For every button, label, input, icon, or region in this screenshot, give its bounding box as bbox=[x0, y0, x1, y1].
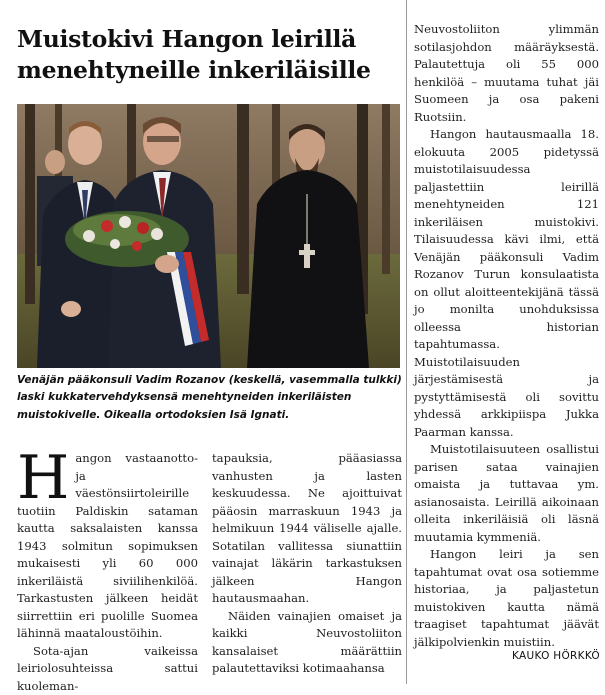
paragraph: Hangon leiri ja sen tapahtumat ovat osa sotiemme historiaa, ja paljastetun muistokiven kautta nämä traagiset tapahtumat jäävät jälkipolvienkin muistiin. bbox=[414, 546, 599, 651]
article-photo bbox=[17, 104, 400, 368]
paragraph: Hangon hautausmaalla 18. elokuuta 2005 pidetyssä muistotilaisuudessa paljastettiin leirillä menehtyneiden 121 inkeriläisen muistokivi. Tilaisuudessa kävi ilmi, että Venäjän pääkonsuli Vadim Rozanov Turun konsulaatista on ollut aloitteentekijänä tässä jo monilta unohduksissa olleessa historian tapahtumassa. Muistotilaisuuden järjestämisestä ja pystyttämisestä oli sovittu yhdessä arkkipiispa Jukka Paarman kanssa. bbox=[414, 126, 599, 441]
article-column-right bbox=[414, 21, 599, 651]
paragraph: Muistotilaisuuteen osallistui parisen sataa vainajien omaista ja tuttavaa ym. asianosaista. Leirillä aikoinaan olleita inkeriläisiä oli läsnä muutamia kymmeniä. bbox=[414, 441, 599, 546]
photo-caption: Venäjän pääkonsuli Vadim Rozanov (keskellä, vasemmalla tulkki) laski kukkatervehdyksensä menehtyneiden inkeriläisten muistokivelle. Oikealla ortodoksien Isä Ignati. bbox=[17, 372, 403, 424]
column-divider bbox=[406, 0, 407, 684]
article-column-middle bbox=[212, 450, 402, 678]
author-byline: KAUKO HÖRKKÖ bbox=[470, 650, 600, 662]
paragraph: Neuvostoliiton ylimmän sotilasjohdon määräyksestä. Palautettuja oli 55 000 henkilöä – muutama tuhat jäi Suomeen ja osa pakeni Ruotsiin. bbox=[414, 21, 599, 126]
drop-cap: H bbox=[17, 454, 69, 502]
paragraph: Näiden vainajien omaiset ja kaikki Neuvostoliiton kansalaiset määrättiin palautettaviksi kotimaahansa bbox=[212, 608, 402, 678]
lead-text: angon vastaanotto- ja väestönsiirtoleirille tuotiin Paldiskin sataman kautta saksalaisten kanssa 1943 solmitun sopimuksen mukaisesti yli 60 000 inkeriläistä siviilihenkilöä. Tarkastusten jälkeen heidät siirrettiin eri puolille Suomea lähinnä maataloustöihin. bbox=[17, 451, 198, 640]
paragraph: Sota-ajan vaikeissa leiriolosuhteissa sattui kuoleman- bbox=[17, 643, 198, 695]
article-column-left bbox=[17, 450, 198, 695]
paragraph: tapauksia, pääasiassa vanhusten ja lasten keskuudessa. Ne ajoittuivat pääosin marraskuun 1943 ja helmikuun 1944 väliselle ajalle. Sotatilan vallitessa siunattiin vainajat läkärin tarkastuksen jälkeen Hangon hautausmaahan. bbox=[212, 450, 402, 608]
lead-paragraph bbox=[17, 450, 198, 643]
article-headline: Muistokivi Hangon leirillä menehtyneille inkeriläisille bbox=[17, 24, 397, 86]
